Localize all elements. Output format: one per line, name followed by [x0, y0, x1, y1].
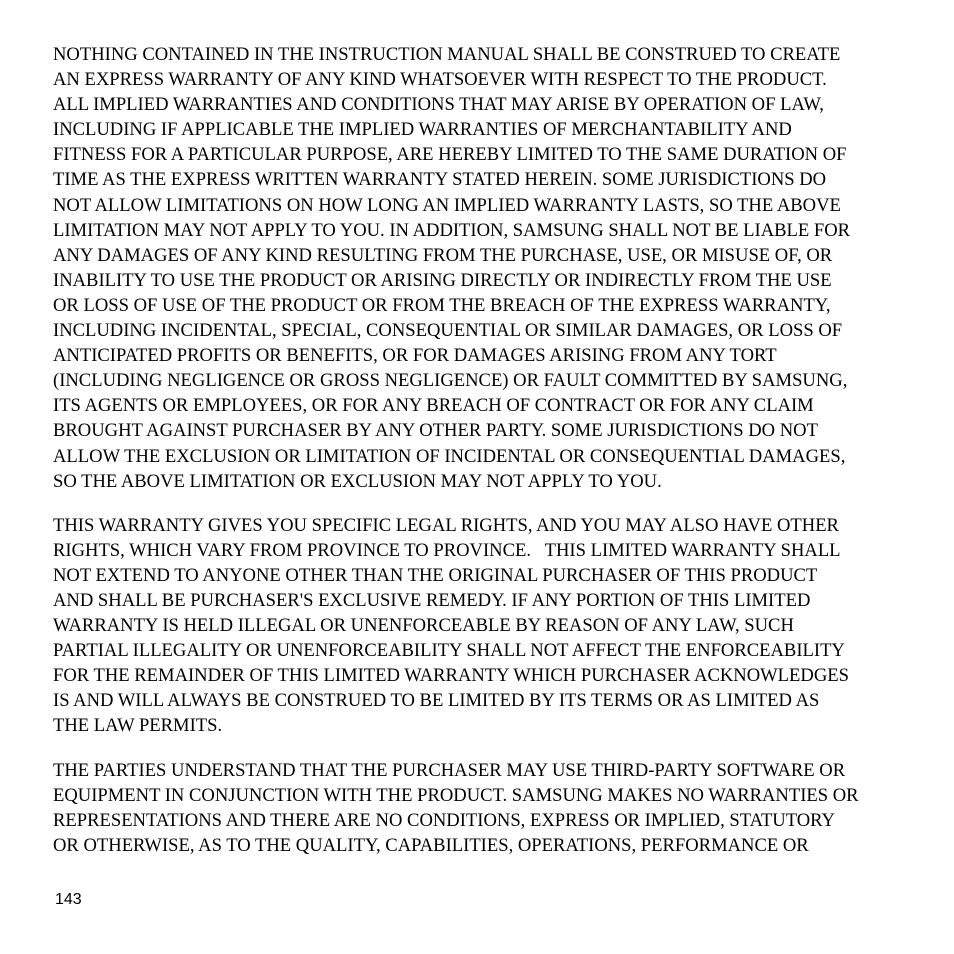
text-line: INABILITY TO USE THE PRODUCT OR ARISING DIRECTLY OR INDIRECTLY FROM THE USE: [53, 269, 832, 291]
text-line: AN EXPRESS WARRANTY OF ANY KIND WHATSOEVER WITH RESPECT TO THE PRODUCT.: [53, 69, 827, 91]
text-line: FITNESS FOR A PARTICULAR PURPOSE, ARE HEREBY LIMITED TO THE SAME DURATION OF: [53, 144, 847, 166]
text-line: OR OTHERWISE, AS TO THE QUALITY, CAPABILITIES, OPERATIONS, PERFORMANCE OR: [53, 834, 809, 856]
text-line: TIME AS THE EXPRESS WRITTEN WARRANTY STATED HEREIN. SOME JURISDICTIONS DO: [53, 169, 827, 191]
text-line: (INCLUDING NEGLIGENCE OR GROSS NEGLIGENCE) OR FAULT COMMITTED BY SAMSUNG,: [53, 370, 848, 392]
text-line: REPRESENTATIONS AND THERE ARE NO CONDITIONS, EXPRESS OR IMPLIED, STATUTORY: [53, 809, 835, 831]
text-line: BROUGHT AGAINST PURCHASER BY ANY OTHER PARTY. SOME JURISDICTIONS DO NOT: [53, 420, 818, 442]
page-number: 143: [55, 891, 82, 908]
text-line: THE PARTIES UNDERSTAND THAT THE PURCHASER MAY USE THIRD-PARTY SOFTWARE OR: [53, 759, 846, 781]
text-line: IS AND WILL ALWAYS BE CONSTRUED TO BE LIMITED BY ITS TERMS OR AS LIMITED AS: [53, 690, 820, 712]
paragraph-third-party: [53, 758, 913, 858]
text-line: INCLUDING INCIDENTAL, SPECIAL, CONSEQUENTIAL OR SIMILAR DAMAGES, OR LOSS OF: [53, 320, 843, 342]
text-line: FOR THE REMAINDER OF THIS LIMITED WARRANTY WHICH PURCHASER ACKNOWLEDGES: [53, 665, 849, 687]
paragraph-warranty-limitations: [53, 42, 913, 494]
text-line: ANY DAMAGES OF ANY KIND RESULTING FROM THE PURCHASE, USE, OR MISUSE OF, OR: [53, 244, 833, 266]
text-line: EQUIPMENT IN CONJUNCTION WITH THE PRODUCT. SAMSUNG MAKES NO WARRANTIES OR: [53, 784, 859, 806]
text-line: SO THE ABOVE LIMITATION OR EXCLUSION MAY NOT APPLY TO YOU.: [53, 470, 662, 492]
text-line: ANTICIPATED PROFITS OR BENEFITS, OR FOR DAMAGES ARISING FROM ANY TORT: [53, 345, 777, 367]
text-line: WARRANTY IS HELD ILLEGAL OR UNENFORCEABLE BY REASON OF ANY LAW, SUCH: [53, 615, 794, 637]
text-line: ALL IMPLIED WARRANTIES AND CONDITIONS THAT MAY ARISE BY OPERATION OF LAW,: [53, 94, 824, 116]
text-line: ALLOW THE EXCLUSION OR LIMITATION OF INCIDENTAL OR CONSEQUENTIAL DAMAGES,: [53, 445, 846, 467]
text-line: PARTIAL ILLEGALITY OR UNENFORCEABILITY SHALL NOT AFFECT THE ENFORCEABILITY: [53, 640, 845, 662]
document-page: [53, 42, 913, 858]
text-line: NOT ALLOW LIMITATIONS ON HOW LONG AN IMPLIED WARRANTY LASTS, SO THE ABOVE: [53, 194, 841, 216]
text-line: THIS WARRANTY GIVES YOU SPECIFIC LEGAL RIGHTS, AND YOU MAY ALSO HAVE OTHER: [53, 514, 839, 536]
text-line: NOTHING CONTAINED IN THE INSTRUCTION MANUAL SHALL BE CONSTRUED TO CREATE: [53, 44, 841, 65]
text-line: NOT EXTEND TO ANYONE OTHER THAN THE ORIGINAL PURCHASER OF THIS PRODUCT: [53, 564, 818, 586]
text-line: LIMITATION MAY NOT APPLY TO YOU. IN ADDITION, SAMSUNG SHALL NOT BE LIABLE FOR: [53, 219, 851, 241]
text-line: INCLUDING IF APPLICABLE THE IMPLIED WARRANTIES OF MERCHANTABILITY AND: [53, 119, 792, 141]
text-line: ITS AGENTS OR EMPLOYEES, OR FOR ANY BREACH OF CONTRACT OR FOR ANY CLAIM: [53, 395, 814, 417]
text-line: OR LOSS OF USE OF THE PRODUCT OR FROM THE BREACH OF THE EXPRESS WARRANTY,: [53, 294, 831, 316]
text-line: RIGHTS, WHICH VARY FROM PROVINCE TO PROVINCE. THIS LIMITED WARRANTY SHALL: [53, 539, 841, 561]
text-line: AND SHALL BE PURCHASER'S EXCLUSIVE REMEDY. IF ANY PORTION OF THIS LIMITED: [53, 589, 811, 611]
text-line: THE LAW PERMITS.: [53, 715, 223, 737]
paragraph-legal-rights: [53, 513, 913, 739]
